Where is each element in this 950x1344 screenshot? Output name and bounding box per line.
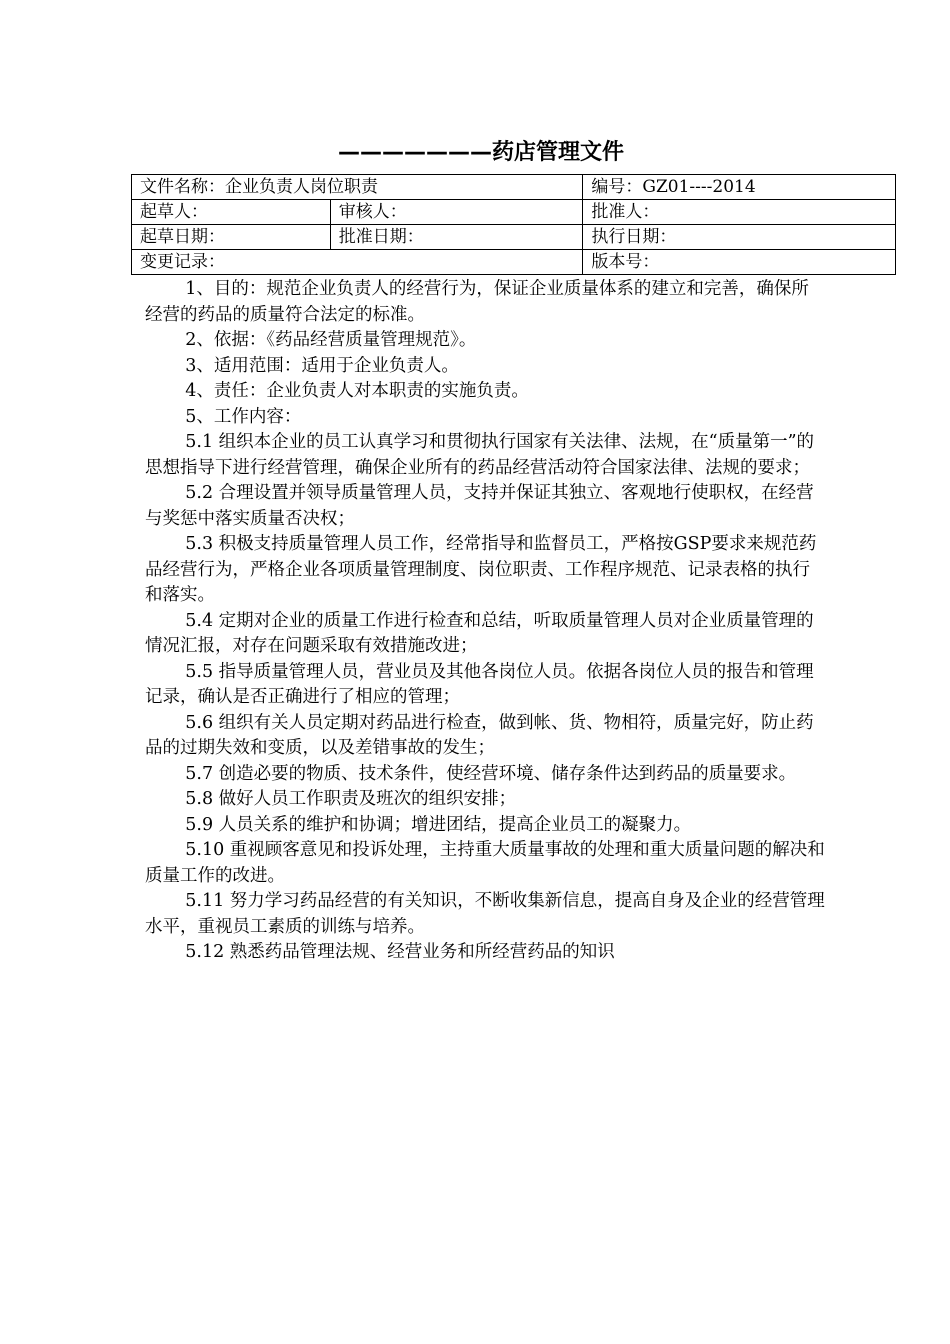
paragraph: 5.10 重视顾客意见和投诉处理，主持重大质量事故的处理和重大质量问题的解决和质量工作的改进。 (145, 840, 825, 886)
header-row (132, 200, 896, 225)
paragraph: 4、责任：企业负责人对本职责的实施负责。 (185, 381, 529, 401)
paragraph: 5.4 定期对企业的质量工作进行检查和总结，听取质量管理人员对企业质量管理的情况汇报，对存在问题采取有效措施改进； (145, 610, 814, 656)
document-title: ———————药店管理文件 (337, 140, 624, 165)
paragraph: 5.7 创造必要的物质、技术条件，使经营环境、储存条件达到药品的质量要求。 (185, 763, 797, 784)
paragraph: 5.3 积极支持质量管理人员工作，经常指导和监督员工，严格按GSP要求来规范药品经营行为，严格企业各项质量管理制度、岗位职责、工作程序规范、记录表格的执行和落实。 (145, 534, 817, 605)
paragraph: 5、工作内容： (185, 406, 302, 427)
change-record-cell: 变更记录： (132, 250, 583, 275)
header-row (132, 225, 896, 250)
paragraph: 5.12 熟悉药品管理法规、经营业务和所经营药品的知识 (185, 942, 615, 962)
paragraph: 5.6 组织有关人员定期对药品进行检查，做到帐、货、物相符，质量完好，防止药品的过期失效和变质，以及差错事故的发生； (145, 712, 814, 758)
paragraph: 5.9 人员关系的维护和协调；增进团结，提高企业员工的凝聚力。 (185, 814, 692, 835)
drafter-cell: 起草人： (132, 200, 331, 225)
header-row (132, 175, 896, 200)
document-header-table (131, 174, 896, 275)
approver-cell: 批准人： (583, 200, 896, 225)
paragraph: 3、适用范围：适用于企业负责人。 (185, 355, 459, 376)
header-row (132, 250, 896, 275)
reviewer-cell: 审核人： (330, 200, 583, 225)
file-name-cell: 文件名称：企业负责人岗位职责 (132, 175, 583, 200)
paragraph: 1、目的：规范企业负责人的经营行为，保证企业质量体系的建立和完善，确保所经营的药品的质量符合法定的标准。 (145, 279, 809, 325)
document-body (145, 277, 825, 966)
paragraph: 5.11 努力学习药品经营的有关知识，不断收集新信息，提高自身及企业的经营管理水平，重视员工素质的训练与培养。 (145, 891, 825, 937)
paragraph: 2、依据：《药品经营质量管理规范》。 (185, 330, 477, 350)
draft-date-cell: 起草日期： (132, 225, 331, 250)
approve-date-cell: 批准日期： (330, 225, 583, 250)
paragraph: 5.2 合理设置并领导质量管理人员，支持并保证其独立、客观地行使职权，在经营与奖惩中落实质量否决权； (145, 483, 814, 529)
version-cell: 版本号： (583, 250, 896, 275)
exec-date-cell: 执行日期： (583, 225, 896, 250)
paragraph: 5.5 指导质量管理人员，营业员及其他各岗位人员。依据各岗位人员的报告和管理记录，确认是否正确进行了相应的管理； (145, 661, 814, 707)
document-number-cell: 编号：GZ01----2014 (583, 175, 896, 200)
paragraph: 5.1 组织本企业的员工认真学习和贯彻执行国家有关法律、法规，在“质量第一”的思想指导下进行经营管理，确保企业所有的药品经营活动符合国家法律、法规的要求； (145, 432, 815, 478)
paragraph: 5.8 做好人员工作职责及班次的组织安排； (185, 789, 517, 809)
